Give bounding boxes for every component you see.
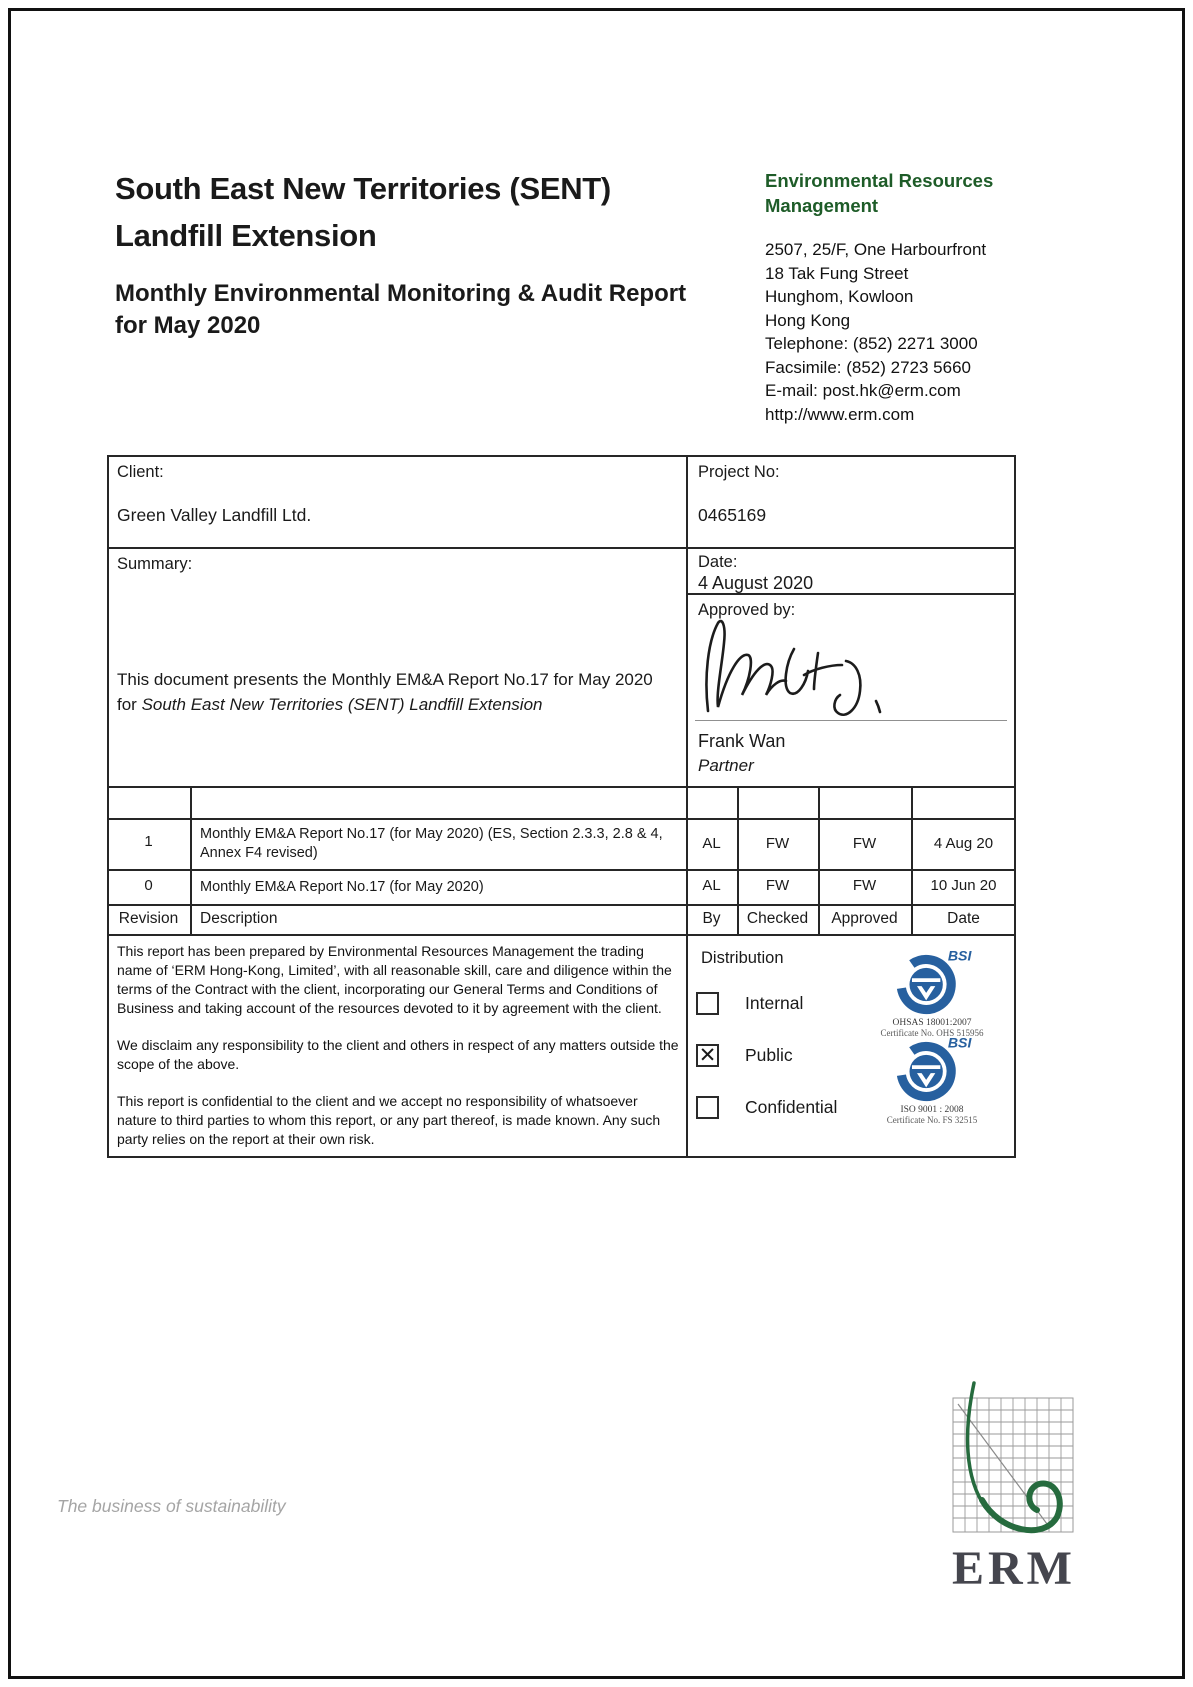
address-line: http://www.erm.com [765,404,915,424]
revision-approved: FW [852,835,877,852]
approver-signature [696,615,946,719]
certification-standard: ISO 9001 : 2008 [900,1105,964,1115]
column-header-revision: Revision [118,910,179,927]
project-no-label: Project No: [698,463,780,481]
certification-number: Certificate No. OHS 515956 [880,1028,984,1038]
revision-checked: FW [765,877,790,894]
checkbox-mark: ✕ [698,1044,717,1067]
certification-ohsas [852,947,1012,1038]
approver-title: Partner [698,756,754,775]
revision-number: 1 [144,833,153,850]
disclaimer-paragraph: This report is confidential to the client and we accept no responsibility of whatsoever nature to third parties to whom this report, or any part thereof, is made known. Any such party relies on the report at their own risk. [117,1093,661,1147]
checkbox-confidential [696,1096,719,1119]
column-header-date: Date [947,910,980,927]
approved-by-label: Approved by: [698,601,796,619]
revision-number: 0 [144,877,153,894]
certification-standard: OHSAS 18001:2007 [892,1018,972,1028]
column-header-description: Description [200,910,278,927]
summary-text [117,667,673,717]
client-label: Client: [117,463,164,481]
column-header-approved: Approved [831,910,898,927]
project-no-value: 0465169 [698,505,767,525]
approver-name: Frank Wan [698,731,786,751]
distribution-label: Distribution [701,949,784,967]
address-line: Hong Kong [765,310,851,330]
revision-approved: FW [852,877,877,894]
page-subtitle: Monthly Environmental Monitoring & Audit Report for May 2020 [115,280,687,339]
bsi-brand-text: BSI [947,948,972,965]
certification-number: Certificate No. FS 32515 [886,1115,978,1125]
bsi-brand-text: BSI [947,1035,972,1052]
signature-line [695,720,1007,721]
revision-by: AL [702,877,721,894]
address-line: 18 Tak Fung Street [765,263,909,283]
checkbox-label-internal: Internal [745,993,804,1013]
summary-label: Summary: [117,555,193,573]
address-line: E-mail: post.hk@erm.com [765,381,961,400]
address-line: Hunghom, Kowloon [765,287,914,306]
erm-wordmark: ERM [952,1542,1076,1595]
date-value: 4 August 2020 [698,573,814,593]
revision-date: 10 Jun 20 [930,877,997,894]
bsi-logo-icon [884,947,980,1017]
cover-info-table [107,455,1016,1158]
summary-text-project-name: South East New Territories (SENT) Landfill Extension [141,695,543,714]
checkbox-public [696,1044,719,1067]
revision-description: Monthly EM&A Report No.17 (for May 2020) (ES, Section 2.3.3, 2.8 & 4, Annex F4 revised) [200,826,663,861]
disclaimer-paragraph: We disclaim any responsibility to the client and others in respect of any matters outside the scope of the above. [117,1037,679,1072]
certification-iso [852,1034,1012,1125]
revision-description: Monthly EM&A Report No.17 (for May 2020) [200,879,484,895]
client-value: Green Valley Landfill Ltd. [117,505,312,525]
revision-checked: FW [765,835,790,852]
checkbox-label-confidential: Confidential [745,1097,838,1117]
disclaimer-paragraph: This report has been prepared by Environmental Resources Management the trading name of ‘ERM Hong-Kong, Limited’, with all reasonable skill, care and diligence within the terms of the Contract with the client, incorporating our General Terms and Conditions of Business and taking account of the resources devoted to it by agreement with the client. [117,943,672,1016]
company-address [765,238,1025,426]
address-line: 2507, 25/F, One Harbourfront [765,240,987,259]
checkbox-internal [696,992,719,1015]
column-header-by: By [702,910,721,927]
address-line: Telephone: (852) 2271 3000 [765,334,978,353]
summary-text-prefix: This document presents the Monthly EM&A Report No.17 for May 2020 for [117,670,653,714]
date-label: Date: [698,553,738,571]
revision-by: AL [702,835,721,852]
erm-logo [938,1380,1090,1596]
checkbox-label-public: Public [745,1045,793,1065]
company-name: Environmental Resources Management [765,170,994,216]
erm-fern-grid-icon [938,1380,1090,1542]
company-block [765,168,1025,426]
address-line: Facsimile: (852) 2723 5660 [765,357,972,377]
bsi-logo-icon [884,1034,980,1104]
revision-date: 4 Aug 20 [933,835,994,852]
disclaimer-block [117,942,679,1167]
page-title: South East New Territories (SENT) Landfill Extension [115,171,611,253]
column-header-checked: Checked [746,910,809,927]
footer-tagline: The business of sustainability [57,1496,286,1516]
